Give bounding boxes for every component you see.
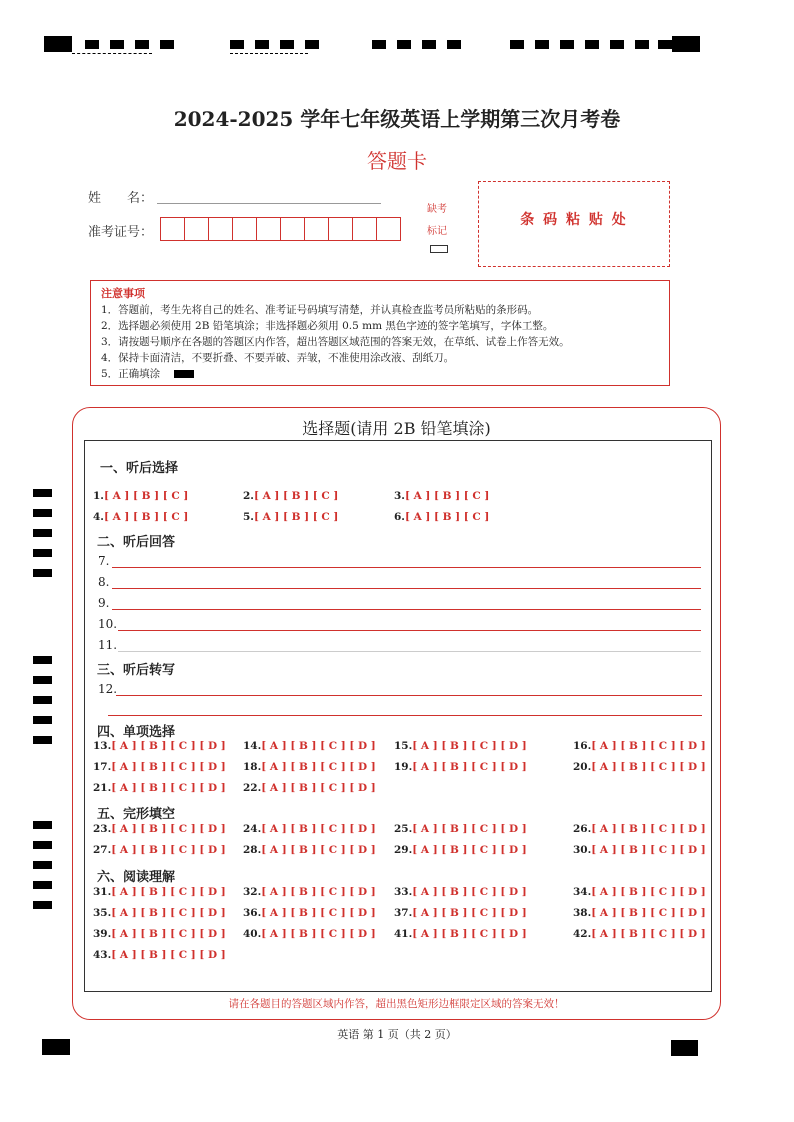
answer-line[interactable]: [112, 567, 701, 568]
side-mark: [33, 489, 52, 497]
question-27[interactable]: 27.[ A ] [ B ] [ C ] [ D ]: [93, 844, 226, 856]
answer-line[interactable]: [116, 695, 702, 696]
side-mark: [33, 821, 52, 829]
timing-mark: [658, 40, 672, 49]
section-title: 六、阅读理解: [97, 870, 176, 885]
notice-item: 4．保持卡面清洁，不要折叠、不要弄破、弄皱，不准使用涂改液、刮纸刀。: [101, 352, 455, 364]
question-20[interactable]: 20.[ A ] [ B ] [ C ] [ D ]: [573, 761, 706, 773]
timing-mark: [422, 40, 436, 49]
notice-title: 注意事项: [101, 287, 145, 300]
answer-line[interactable]: [112, 609, 701, 610]
corner-mark: [42, 1039, 70, 1055]
name-field[interactable]: [157, 203, 381, 204]
question-30[interactable]: 30.[ A ] [ B ] [ C ] [ D ]: [573, 844, 706, 856]
side-mark: [33, 736, 52, 744]
section-title: 三、听后转写: [97, 663, 176, 678]
question-41[interactable]: 41.[ A ] [ B ] [ C ] [ D ]: [394, 928, 527, 940]
line-number: 10.: [98, 617, 118, 631]
footer-warning: 请在各题目的答题区域内作答，超出黑色矩形边框限定区域的答案无效！: [228, 998, 565, 1010]
absent-mark-box[interactable]: [430, 245, 448, 253]
question-25[interactable]: 25.[ A ] [ B ] [ C ] [ D ]: [394, 823, 527, 835]
timing-mark: [85, 40, 99, 49]
id-label: 准考证号：: [88, 225, 154, 240]
page-footer: 英语 第 1 页（共 2 页）: [337, 1028, 457, 1041]
side-mark: [33, 696, 52, 704]
answer-line[interactable]: [118, 630, 701, 631]
section-title: 二、听后回答: [97, 535, 176, 550]
question-33[interactable]: 33.[ A ] [ B ] [ C ] [ D ]: [394, 886, 527, 898]
timing-mark: [372, 40, 386, 49]
section-title: 四、单项选择: [97, 725, 176, 740]
absent-label-2: 标记: [427, 226, 447, 237]
barcode-label: 条 码 粘 贴 处: [520, 212, 628, 228]
question-37[interactable]: 37.[ A ] [ B ] [ C ] [ D ]: [394, 907, 527, 919]
timing-underline: [230, 53, 308, 54]
side-mark: [33, 881, 52, 889]
question-28[interactable]: 28.[ A ] [ B ] [ C ] [ D ]: [243, 844, 376, 856]
side-mark: [33, 509, 52, 517]
side-mark: [33, 861, 52, 869]
timing-mark: [510, 40, 524, 49]
timing-mark: [560, 40, 574, 49]
corner-mark: [671, 1040, 698, 1056]
answer-line[interactable]: [118, 651, 701, 652]
timing-mark: [535, 40, 549, 49]
timing-underline: [72, 53, 152, 54]
question-23[interactable]: 23.[ A ] [ B ] [ C ] [ D ]: [93, 823, 226, 835]
id-number-boxes[interactable]: [160, 217, 401, 241]
question-38[interactable]: 38.[ A ] [ B ] [ C ] [ D ]: [573, 907, 706, 919]
question-21[interactable]: 21.[ A ] [ B ] [ C ] [ D ]: [93, 782, 226, 794]
name-label: 姓 名：: [88, 191, 154, 206]
line-number: 9.: [98, 596, 110, 610]
corner-mark: [44, 36, 72, 52]
question-31[interactable]: 31.[ A ] [ B ] [ C ] [ D ]: [93, 886, 226, 898]
question-18[interactable]: 18.[ A ] [ B ] [ C ] [ D ]: [243, 761, 376, 773]
side-mark: [33, 676, 52, 684]
question-39[interactable]: 39.[ A ] [ B ] [ C ] [ D ]: [93, 928, 226, 940]
timing-mark: [230, 40, 244, 49]
page-subtitle: 答题卡: [367, 149, 427, 173]
question-22[interactable]: 22.[ A ] [ B ] [ C ] [ D ]: [243, 782, 376, 794]
question-24[interactable]: 24.[ A ] [ B ] [ C ] [ D ]: [243, 823, 376, 835]
absent-label: 缺考: [427, 204, 447, 215]
timing-mark: [585, 40, 599, 49]
question-29[interactable]: 29.[ A ] [ B ] [ C ] [ D ]: [394, 844, 527, 856]
answer-line[interactable]: [112, 588, 701, 589]
timing-mark: [447, 40, 461, 49]
filled-example: [174, 370, 194, 378]
line-number: 11.: [98, 638, 118, 652]
answer-line[interactable]: [108, 715, 702, 716]
question-40[interactable]: 40.[ A ] [ B ] [ C ] [ D ]: [243, 928, 376, 940]
question-3[interactable]: 3.[ A ] [ B ] [ C ]: [394, 490, 490, 502]
line-number: 7.: [98, 554, 110, 568]
side-mark: [33, 716, 52, 724]
timing-mark: [135, 40, 149, 49]
side-mark: [33, 529, 52, 537]
timing-mark: [255, 40, 269, 49]
timing-mark: [305, 40, 319, 49]
question-1[interactable]: 1.[ A ] [ B ] [ C ]: [93, 490, 189, 502]
notice-box: [90, 280, 670, 386]
line-number: 12.: [98, 682, 118, 696]
question-4[interactable]: 4.[ A ] [ B ] [ C ]: [93, 511, 189, 523]
section-title: 五、完形填空: [97, 807, 176, 822]
timing-mark: [160, 40, 174, 49]
timing-mark: [110, 40, 124, 49]
side-mark: [33, 656, 52, 664]
question-26[interactable]: 26.[ A ] [ B ] [ C ] [ D ]: [573, 823, 706, 835]
side-mark: [33, 549, 52, 557]
choice-header: 选择题(请用 2B 铅笔填涂): [302, 419, 491, 438]
timing-mark: [280, 40, 294, 49]
question-42[interactable]: 42.[ A ] [ B ] [ C ] [ D ]: [573, 928, 706, 940]
corner-mark: [672, 36, 700, 52]
question-6[interactable]: 6.[ A ] [ B ] [ C ]: [394, 511, 490, 523]
side-mark: [33, 841, 52, 849]
notice-item: 5．正确填涂: [101, 366, 659, 382]
question-16[interactable]: 16.[ A ] [ B ] [ C ] [ D ]: [573, 740, 706, 752]
question-35[interactable]: 35.[ A ] [ B ] [ C ] [ D ]: [93, 907, 226, 919]
question-14[interactable]: 14.[ A ] [ B ] [ C ] [ D ]: [243, 740, 376, 752]
question-34[interactable]: 34.[ A ] [ B ] [ C ] [ D ]: [573, 886, 706, 898]
question-15[interactable]: 15.[ A ] [ B ] [ C ] [ D ]: [394, 740, 527, 752]
notice-item: 1．答题前，考生先将自己的姓名、准考证号码填写清楚，并认真检查监考员所粘贴的条形码。: [101, 304, 539, 316]
notice-item: 3．请按题号顺序在各题的答题区内作答，超出答题区域范围的答案无效，在草纸、试卷上作答无效。: [101, 336, 570, 348]
question-17[interactable]: 17.[ A ] [ B ] [ C ] [ D ]: [93, 761, 226, 773]
question-36[interactable]: 36.[ A ] [ B ] [ C ] [ D ]: [243, 907, 376, 919]
section-title: 一、听后选择: [100, 461, 179, 476]
timing-mark: [610, 40, 624, 49]
question-19[interactable]: 19.[ A ] [ B ] [ C ] [ D ]: [394, 761, 527, 773]
question-32[interactable]: 32.[ A ] [ B ] [ C ] [ D ]: [243, 886, 376, 898]
side-mark: [33, 569, 52, 577]
side-mark: [33, 901, 52, 909]
page-title: 2024-2025 学年七年级英语上学期第三次月考卷: [173, 107, 621, 131]
line-number: 8.: [98, 575, 110, 589]
question-2[interactable]: 2.[ A ] [ B ] [ C ]: [243, 490, 339, 502]
timing-mark: [635, 40, 649, 49]
timing-mark: [397, 40, 411, 49]
question-5[interactable]: 5.[ A ] [ B ] [ C ]: [243, 511, 339, 523]
question-43[interactable]: 43.[ A ] [ B ] [ C ] [ D ]: [93, 949, 226, 961]
question-13[interactable]: 13.[ A ] [ B ] [ C ] [ D ]: [93, 740, 226, 752]
notice-item: 2．选择题必须使用 2B 铅笔填涂；非选择题必须用 0.5 mm 黑色字迹的签字笔填写，字体工整。: [101, 320, 554, 332]
